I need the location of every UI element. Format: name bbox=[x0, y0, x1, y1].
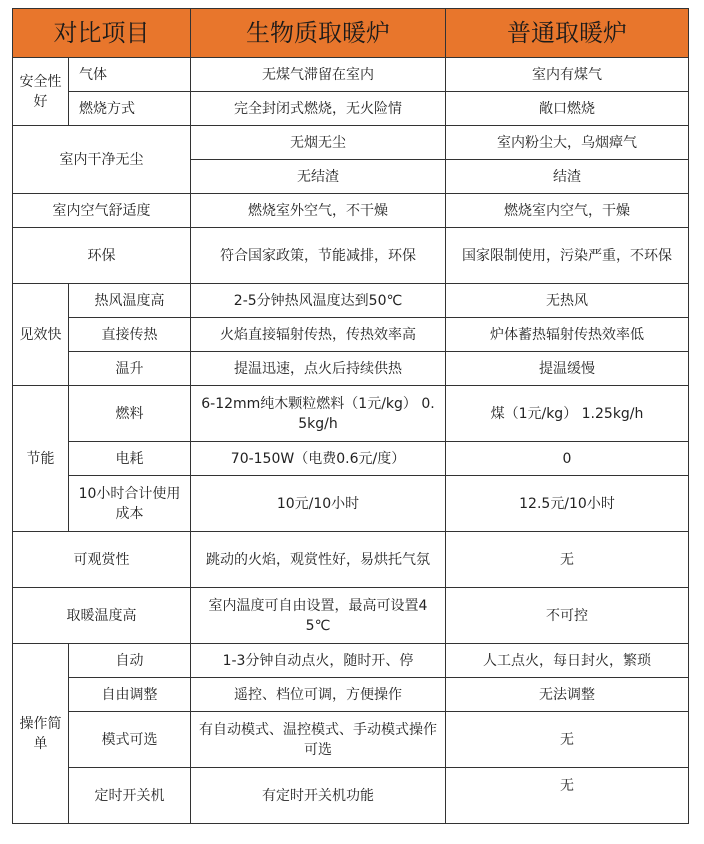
row-label: 室内干净无尘 bbox=[13, 126, 191, 194]
cell-normal: 敞口燃烧 bbox=[446, 92, 689, 126]
row-label: 模式可选 bbox=[69, 712, 191, 768]
cell-bio: 燃烧室外空气，不干燥 bbox=[191, 194, 446, 228]
row-label: 电耗 bbox=[69, 442, 191, 476]
cell-bio: 火焰直接辐射传热，传热效率高 bbox=[191, 318, 446, 352]
cell-bio: 10元/10小时 bbox=[191, 476, 446, 532]
table-row bbox=[13, 318, 689, 352]
table-row bbox=[13, 284, 689, 318]
cell-normal: 结渣 bbox=[446, 160, 689, 194]
comparison-table bbox=[12, 8, 689, 824]
cell-normal: 无法调整 bbox=[446, 678, 689, 712]
header-item: 对比项目 bbox=[13, 9, 191, 58]
table-row bbox=[13, 532, 689, 588]
table-row bbox=[13, 352, 689, 386]
row-label: 室内空气舒适度 bbox=[13, 194, 191, 228]
table-row bbox=[13, 768, 689, 824]
row-label: 可观赏性 bbox=[13, 532, 191, 588]
cell-bio: 70-150W（电费0.6元/度） bbox=[191, 442, 446, 476]
cell-normal: 无热风 bbox=[446, 284, 689, 318]
row-label: 10小时合计使用成本 bbox=[69, 476, 191, 532]
row-label: 温升 bbox=[69, 352, 191, 386]
row-label: 热风温度高 bbox=[69, 284, 191, 318]
table-row bbox=[13, 644, 689, 678]
row-label: 定时开关机 bbox=[69, 768, 191, 824]
cell-bio: 符合国家政策，节能减排，环保 bbox=[191, 228, 446, 284]
cell-normal: 0 bbox=[446, 442, 689, 476]
cell-normal: 无 bbox=[446, 532, 689, 588]
row-label: 取暖温度高 bbox=[13, 588, 191, 644]
cell-bio: 无烟无尘 bbox=[191, 126, 446, 160]
group-ops: 操作简单 bbox=[13, 644, 69, 824]
cell-bio: 遥控、档位可调，方便操作 bbox=[191, 678, 446, 712]
group-save: 节能 bbox=[13, 386, 69, 532]
table-row bbox=[13, 194, 689, 228]
cell-bio: 跳动的火焰，观赏性好，易烘托气氛 bbox=[191, 532, 446, 588]
group-safety: 安全性好 bbox=[13, 58, 69, 126]
cell-bio: 室内温度可自由设置，最高可设置45℃ bbox=[191, 588, 446, 644]
cell-bio: 6-12mm纯木颗粒燃料（1元/kg） 0.5kg/h bbox=[191, 386, 446, 442]
table-row bbox=[13, 126, 689, 160]
cell-normal: 煤（1元/kg） 1.25kg/h bbox=[446, 386, 689, 442]
header-row bbox=[13, 9, 689, 58]
cell-bio: 1-3分钟自动点火，随时开、停 bbox=[191, 644, 446, 678]
row-label: 环保 bbox=[13, 228, 191, 284]
cell-bio: 无煤气滞留在室内 bbox=[191, 58, 446, 92]
cell-bio: 完全封闭式燃烧，无火险情 bbox=[191, 92, 446, 126]
cell-normal: 提温缓慢 bbox=[446, 352, 689, 386]
header-bio-stove: 生物质取暖炉 bbox=[191, 9, 446, 58]
cell-normal: 12.5元/10小时 bbox=[446, 476, 689, 532]
row-label: 燃烧方式 bbox=[69, 92, 191, 126]
row-label: 自动 bbox=[69, 644, 191, 678]
cell-normal: 不可控 bbox=[446, 588, 689, 644]
table-row bbox=[13, 58, 689, 92]
row-label: 自由调整 bbox=[69, 678, 191, 712]
row-label: 燃料 bbox=[69, 386, 191, 442]
table-row bbox=[13, 588, 689, 644]
cell-bio: 提温迅速，点火后持续供热 bbox=[191, 352, 446, 386]
cell-normal: 人工点火，每日封火，繁琐 bbox=[446, 644, 689, 678]
table-row bbox=[13, 386, 689, 442]
row-label: 直接传热 bbox=[69, 318, 191, 352]
cell-normal: 国家限制使用，污染严重，不环保 bbox=[446, 228, 689, 284]
group-quick: 见效快 bbox=[13, 284, 69, 386]
table-row bbox=[13, 442, 689, 476]
table-row bbox=[13, 228, 689, 284]
cell-normal: 燃烧室内空气，干燥 bbox=[446, 194, 689, 228]
cell-normal: 室内有煤气 bbox=[446, 58, 689, 92]
cell-normal: 炉体蓄热辐射传热效率低 bbox=[446, 318, 689, 352]
cell-bio: 无结渣 bbox=[191, 160, 446, 194]
table-row bbox=[13, 92, 689, 126]
table-row bbox=[13, 712, 689, 768]
cell-bio: 有自动模式、温控模式、手动模式操作可选 bbox=[191, 712, 446, 768]
table-row bbox=[13, 476, 689, 532]
cell-normal: 无 bbox=[446, 712, 689, 768]
cell-bio: 有定时开关机功能 bbox=[191, 768, 446, 824]
row-label: 气体 bbox=[69, 58, 191, 92]
cell-normal: 无 bbox=[446, 768, 689, 824]
cell-bio: 2-5分钟热风温度达到50℃ bbox=[191, 284, 446, 318]
cell-normal: 室内粉尘大，乌烟瘴气 bbox=[446, 126, 689, 160]
table-row bbox=[13, 678, 689, 712]
header-normal-stove: 普通取暖炉 bbox=[446, 9, 689, 58]
